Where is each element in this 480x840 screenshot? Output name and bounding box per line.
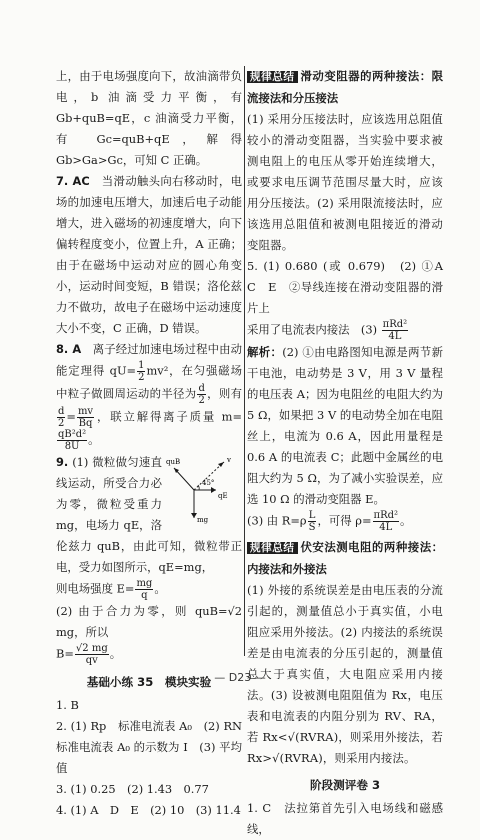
section-title-practice-35: 基础小练 35 模块实验 xyxy=(86,675,212,689)
summary-tag: 规律总结 xyxy=(247,71,298,83)
answer-9-b: B= $\frac{√2 mg}{qv}$ 。 xyxy=(56,643,122,666)
answer-2: 2. (1) Rp 标准电流表 A₀ (2) RN 标准电流表 A₀ 的示数为 I (3) 平均值 xyxy=(56,719,254,775)
fraction-l-over-s: $\frac{L}{S}$ xyxy=(308,510,316,533)
fraction-mass: $\frac{\text{qB²d²}}{8U}$ xyxy=(58,429,87,452)
fraction-rho-result: $\frac{\text{πRd²}}{4L}$ xyxy=(373,510,399,533)
figure-label-mg: mg xyxy=(197,516,209,524)
fraction-d-over-2: $\frac{d}{2}$ xyxy=(198,383,205,406)
answer-8: 8. A 离子经过加速电场过程中由动能定理得 qU= $\frac{1}{2}$ mv²，在匀强磁场中粒子做圆周运动的半径为 $\frac{d}{2}$ ，则有 $\frac{d}{2}$ = $\frac{mv}{Bq}$ ，联立解得离子质量 m= $\frac{\text{qB²d²}}{8U}$ 。 xyxy=(56,342,242,452)
summary-body-2: (1) 外接的系统误差是由电压表的分流引起的，测量值总小于真实值，小电阻应采用外接法。(2) 内接法的系统误差是由电流表的分压引起的，测量值总大于真实值，大电阻应采用内接法。(3) 设被测电阻阻值为 Rx，电压表和电流表的内阻分别为 RV、RA，若 Rx<√(RVRA)，则采用外接法，若 Rx>√(RVRA)，则采用内接法。 xyxy=(247,583,443,765)
fraction-mv-over-bq: $\frac{mv}{Bq}$ xyxy=(77,406,94,429)
fraction-half: $\frac{1}{2}$ xyxy=(138,360,145,383)
figure-label-v: v xyxy=(227,456,231,464)
answer-9-field: 则电场强度 E= $\frac{mg}{q}$ 。 xyxy=(56,578,166,601)
fraction-e: $\frac{mg}{q}$ xyxy=(136,578,153,601)
answer-5b: 采用了电流表内接法 (3) $\frac{\text{πRd²}}{4L}$ xyxy=(247,319,408,342)
page-number: — D23 — xyxy=(214,671,266,684)
figure-label-qvb: quB xyxy=(166,458,181,466)
answer-9: quB 45° qE mg v 9. (1) 微粒做匀速直线运动，所受合力必为零，微粒受重力 mg，电场力 qE，洛伦兹力 quB，由此可知，微粒带正电，受力如图所示，qE=mg， xyxy=(56,455,242,574)
answer-1: 1. B xyxy=(56,698,79,712)
left-column xyxy=(56,66,254,821)
summary-heading-1: 规律总结 滑动变阻器的两种接法：限流接法和分压接法 xyxy=(247,69,443,105)
fraction-rho: $\frac{\text{πRd²}}{4L}$ xyxy=(382,319,408,342)
section-title-stage-test-3: 阶段测评卷 3 xyxy=(309,778,381,792)
figure-label-qe: qE xyxy=(218,492,228,500)
answer-5: 5. (1) 0.680 (或 0.679) (2) ①A C E ②导线连接在滑动变阻器的滑片上 xyxy=(247,259,455,315)
answer-4: 4. (1) A D E (2) 10 (3) 11.4 xyxy=(56,803,241,817)
summary-body-1: (1) 采用分压接法时，应该选用总阻值较小的滑动变阻器，当实验中要求被测电阻上的电压从零开始连续增大，或要求电压调节范围尽量大时，应该用分压接法。(2) 采用限流接法时，应该选用总阻值和被测电阻接近的滑动变阻器。 xyxy=(247,112,443,252)
answer-6-continued: 上，由于电场强度向下，故油滴带负电，b 油滴受力平衡，有 Gb+quB=qE，c 油滴受力平衡，有 Gc=quB+qE，解得 Gb>Ga>Gc，可知 C 正确。 xyxy=(56,69,242,167)
summary-tag: 规律总结 xyxy=(247,542,298,554)
answer-9-part2: (2) 由于合力为零，则 quB=√2 mg，所以 xyxy=(56,604,242,639)
column-divider xyxy=(244,66,245,656)
summary-heading-2: 规律总结 伏安法测电阻的两种接法：内接法和外接法 xyxy=(247,540,443,576)
answer-3: 3. (1) 0.25 (2) 1.43 0.77 xyxy=(56,782,209,796)
fraction-b: $\frac{√2 mg}{qv}$ xyxy=(75,643,108,666)
right-column xyxy=(247,66,455,840)
test-answer-1: 1. C 法拉第首先引入电场线和磁感线， xyxy=(247,801,443,836)
fraction-d-over-2b: $\frac{d}{2}$ xyxy=(58,406,65,429)
answer-7: 7. AC 当滑动触头向右移动时，电场的加速电压增大，加速后电子动能增大，进入磁场的初速度增大，向下偏转程度变小，位置上升，A 正确；由于在磁场中运动对应的圆心角变小，运动时间变短，B 错误；洛伦兹力不做功，故电子在磁场中运动速度大小不变，C 正确，D 错误。 xyxy=(56,174,242,335)
analysis-5-part3: (3) 由 R=ρ $\frac{L}{S}$ ，可得 ρ= $\frac{\text{πRd²}}{4L}$ 。 xyxy=(247,510,412,533)
figure-label-angle: 45° xyxy=(202,479,215,487)
analysis-5: 解析：(2) ①由电路图知电源是两节新干电池，电动势是 3 V，用 3 V 量程的电压表 A；因为电阻丝的电阻大约为 5 Ω，如果把 3 V 的电动势全加在电阻丝上，电流为 0.6 A，因此用量程是 0.6 A 的电流表 C；此题中金属丝的电阻大约为 5 Ω，为了减小实验误差，应选 10 Ω 的滑动变阻器 E。 xyxy=(247,345,443,506)
force-diagram xyxy=(166,454,242,524)
